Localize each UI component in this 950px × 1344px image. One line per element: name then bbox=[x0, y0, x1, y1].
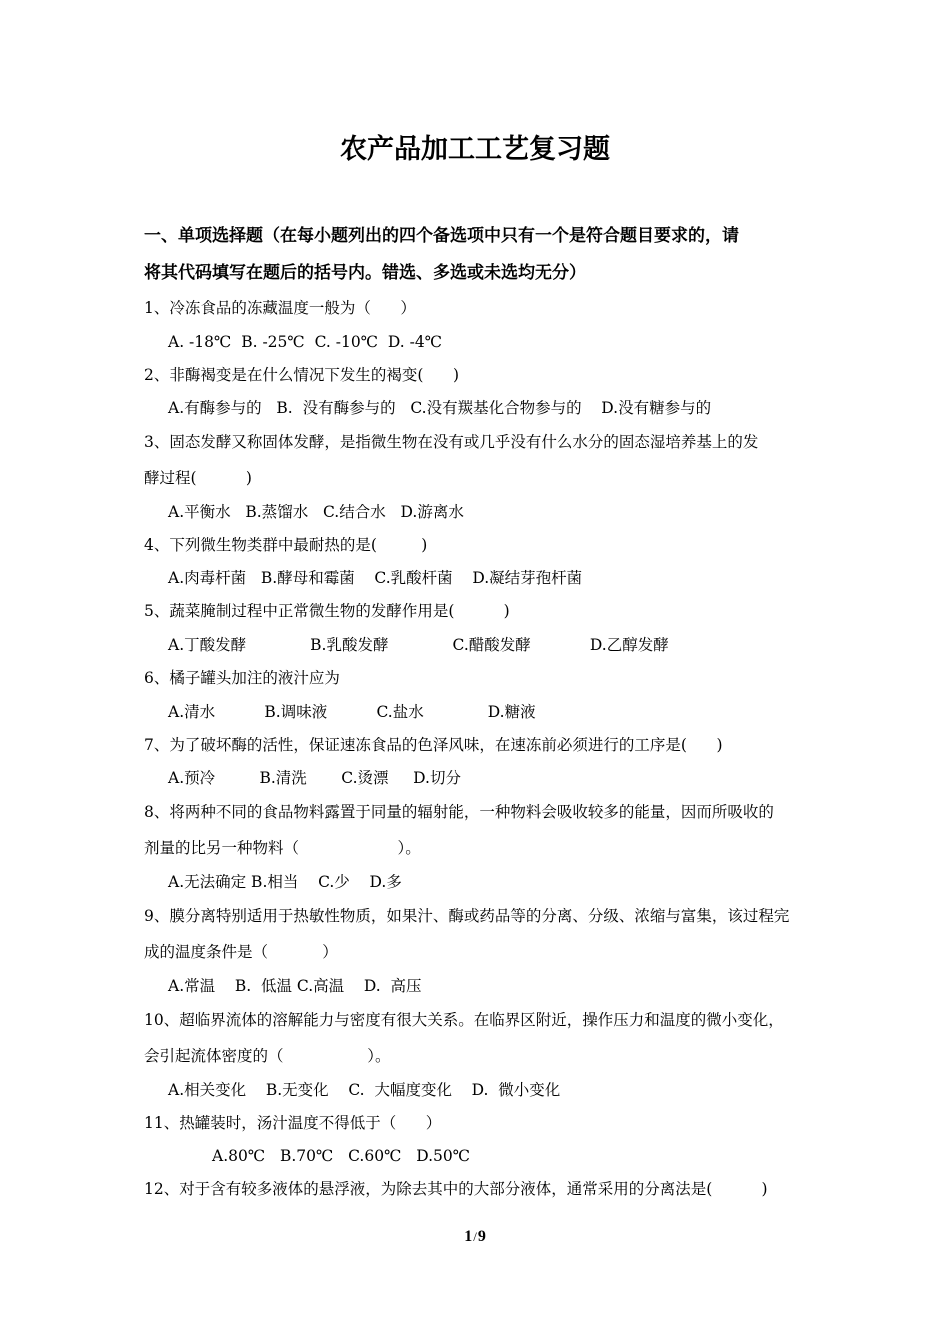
question-7-options: A.预冷 B.清洗 C.烫漂 D.切分 bbox=[168, 769, 461, 787]
question-10-cont: 会引起流体密度的（ ）。 bbox=[144, 1047, 391, 1065]
question-7: 7、为了破坏酶的活性，保证速冻食品的色泽风味，在速冻前必须进行的工序是( ) bbox=[144, 736, 723, 754]
question-2: 2、非酶褐变是在什么情况下发生的褐变( ) bbox=[144, 366, 460, 384]
question-3-cont: 酵过程( ) bbox=[144, 469, 252, 487]
question-1-options: A. -18℃ B. -25℃ C. -10℃ D. -4℃ bbox=[168, 333, 443, 351]
question-9-options: A.常温 B. 低温 C.高温 D. 高压 bbox=[168, 977, 422, 995]
question-5: 5、蔬菜腌制过程中正常微生物的发酵作用是( ) bbox=[144, 602, 510, 620]
page-number bbox=[0, 1228, 950, 1246]
question-8-options: A.无法确定 B.相当 C.少 D.多 bbox=[168, 873, 402, 891]
question-9: 9、膜分离特别适用于热敏性物质，如果汁、酶或药品等的分离、分级、浓缩与富集，该过程完 bbox=[144, 907, 790, 925]
question-12: 12、对于含有较多液体的悬浮液，为除去其中的大部分液体，通常采用的分离法是( ) bbox=[144, 1180, 768, 1198]
question-6: 6、橘子罐头加注的液汁应为 bbox=[144, 669, 340, 687]
question-11: 11、热罐装时，汤汁温度不得低于（ ） bbox=[144, 1114, 442, 1132]
document-title: 农产品加工工艺复习题 bbox=[340, 134, 610, 165]
question-3: 3、固态发酵又称固体发酵，是指微生物在没有或几乎没有什么水分的固态湿培养基上的发 bbox=[144, 433, 759, 451]
question-4: 4、下列微生物类群中最耐热的是( ) bbox=[144, 536, 428, 554]
question-3-options: A.平衡水 B.蒸馏水 C.结合水 D.游离水 bbox=[168, 503, 464, 521]
question-1: 1、冷冻食品的冻藏温度一般为（ ） bbox=[144, 299, 416, 317]
section-heading: 一、单项选择题（在每小题列出的四个备选项中只有一个是符合题目要求的，请 bbox=[144, 226, 739, 246]
question-6-options: A.清水 B.调味液 C.盐水 D.糖液 bbox=[168, 703, 536, 721]
page-total: 9 bbox=[477, 1228, 486, 1245]
question-9-cont: 成的温度条件是（ ） bbox=[144, 943, 338, 961]
question-5-options: A.丁酸发酵 B.乳酸发酵 C.醋酸发酵 D.乙醇发酵 bbox=[168, 636, 669, 654]
question-8: 8、将两种不同的食品物料露置于同量的辐射能，一种物料会吸收较多的能量，因而所吸收的 bbox=[144, 803, 774, 821]
question-11-options: A.80℃ B.70℃ C.60℃ D.50℃ bbox=[212, 1147, 471, 1165]
question-10: 10、超临界流体的溶解能力与密度有很大关系。在临界区附近，操作压力和温度的微小变化， bbox=[144, 1011, 784, 1029]
question-8-cont: 剂量的比另一种物料（ ）。 bbox=[144, 839, 421, 857]
question-10-options: A.相关变化 B.无变化 C. 大幅度变化 D. 微小变化 bbox=[168, 1081, 561, 1099]
page-separator: / bbox=[473, 1229, 477, 1244]
section-heading-cont: 将其代码填写在题后的括号内。错选、多选或未选均无分） bbox=[144, 263, 586, 283]
page-current: 1 bbox=[464, 1228, 473, 1245]
question-4-options: A.肉毒杆菌 B.酵母和霉菌 C.乳酸杆菌 D.凝结芽孢杆菌 bbox=[168, 569, 583, 587]
question-2-options: A.有酶参与的 B. 没有酶参与的 C.没有羰基化合物参与的 D.没有糖参与的 bbox=[168, 399, 712, 417]
